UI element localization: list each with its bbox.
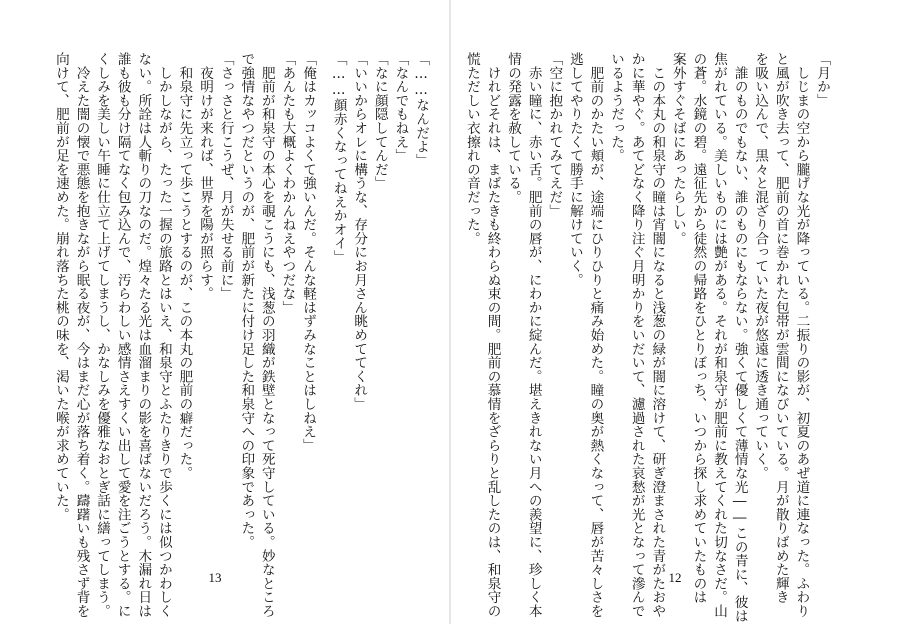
text-line: 案外すぐそばにあったらしい。: [669, 52, 686, 246]
text-line: 「……顔赤くなってねえかオイ」: [330, 52, 347, 264]
text-line: 「なんでもねえ」: [392, 52, 409, 163]
text-line: この本丸の和泉守の瞳は宵闇になると浅葱の緑が闇に溶けて、研ぎ澄まされた青がたおや: [649, 52, 666, 618]
text-line: 「月か」: [814, 52, 830, 108]
text-line: を吸い込んで、黒々と混ざり合っていた夜が悠遠に透き通っていく。: [752, 52, 769, 480]
text-line: 誰のものでもない、誰のものにもならない。強くて優しくて薄情な光――この青に、彼は: [731, 52, 748, 623]
text-line: 「……なんだよ」: [413, 52, 429, 168]
text-line: 夜明けが来れば、世界を陽が照らす。: [197, 52, 214, 301]
text-line: 「いいからオレに構うな、存分にお月さん眺めててくれ」: [351, 52, 368, 411]
text-line: 誰も彼も分け隔てなく包み込んで、汚らわしい感情さえすくい出して愛を注ごうとする。に: [114, 52, 131, 618]
text-line: 肥前が和泉守の本心を覗こうにも、浅葱の羽織が鉄壁となって死守している。妙なところ: [258, 52, 275, 618]
text-line: で強情なやつだというのが、肥前が新たに付け足した和泉守への印象であった。: [238, 52, 255, 549]
text-line: 「なに顔隠してんだ」: [371, 52, 388, 190]
text-line: 慌ただしい衣擦れの音だった。: [463, 52, 480, 246]
text-line: の蒼。水鏡の碧。遠征先から徒然の帰路をひとりぼっち、いつから探し求めていたものは: [690, 52, 707, 604]
text-line: いるようだった。: [608, 52, 625, 163]
text-line: 情の発露を赦している。: [505, 52, 522, 204]
right-page: [451, 0, 900, 624]
text-line: しじまの空から朧げな光が降っている。二振りの影が、初夏のあぜ道に連なった。ふわり: [793, 52, 810, 618]
text-line: 赤い瞳に、赤い舌。肥前の唇が、にわかに綻んだ。堪えきれない月への羨望に、珍しく本: [525, 52, 542, 618]
left-page-number: 13: [208, 570, 222, 585]
text-line: けれどそれは、まばたきも終わらぬ束の間。肥前の慕情をざらりと乱したのは、和泉守の: [484, 52, 501, 618]
text-line: 向けて、肥前が足を速めた。崩れ落ちた桃の味を、渇いた喉が求めていた。: [52, 52, 69, 522]
right-page-number: 12: [668, 570, 682, 585]
text-line: [318, 52, 328, 532]
text-line: 「あんたも大概よくわかんねえやつだな」: [279, 52, 296, 315]
text-line: 焦がれている。美しいものには艶がある。それが和泉守が肥前に教えてくれた切なさだ。山: [711, 52, 728, 618]
text-line: 「俺はカッコよくて強いんだ。そんな軽はずみなことはしねえ」: [300, 52, 317, 453]
text-line: 冷えた闇の懐で悪態を抱きながら眠る夜が、今はまだ心が落ち着く。躊躇いも残さず背を: [73, 52, 90, 618]
text-line: 「空に抱かれてみてえだ」: [546, 52, 563, 218]
text-line: 和泉守に先立って歩こうとするのが、この本丸の肥前の癖だった。: [176, 52, 193, 480]
text-line: 「さっさと行こうぜ、月が失せる前に」: [217, 52, 234, 301]
text-line: 逃してやりたくて勝手に解けていく。: [566, 52, 583, 287]
text-line: しかしながら、たった一握の旅路とはいえ、和泉守とふたりきりで歩くには似つかわしく: [155, 52, 172, 618]
text-line: 肥前のかたい頬が、途端にひりひりと痛み始めた。瞳の奥が熱くなって、唇が苦々しさを: [587, 52, 604, 618]
text-line: と風が吹き去って、肥前の首に巻かれた包帯が雲間になびいている。月が散りばめた輝き: [772, 52, 789, 604]
left-page: [0, 0, 449, 624]
text-line: かに華やぐ。あてどなく降り注ぐ月明かりをいだいて、濾過された哀愁が光となって滲んで: [628, 52, 645, 618]
text-line: くしみを美しい午睡に仕立て上げてしまうし、かなしみを優雅なおとぎ話に繕ってしまう。: [94, 52, 111, 618]
text-line: ない。所詮は人斬りの刀なのだ。煌々たる光は血溜まりの影を喜ばないだろう。木漏れ日は: [135, 52, 152, 618]
